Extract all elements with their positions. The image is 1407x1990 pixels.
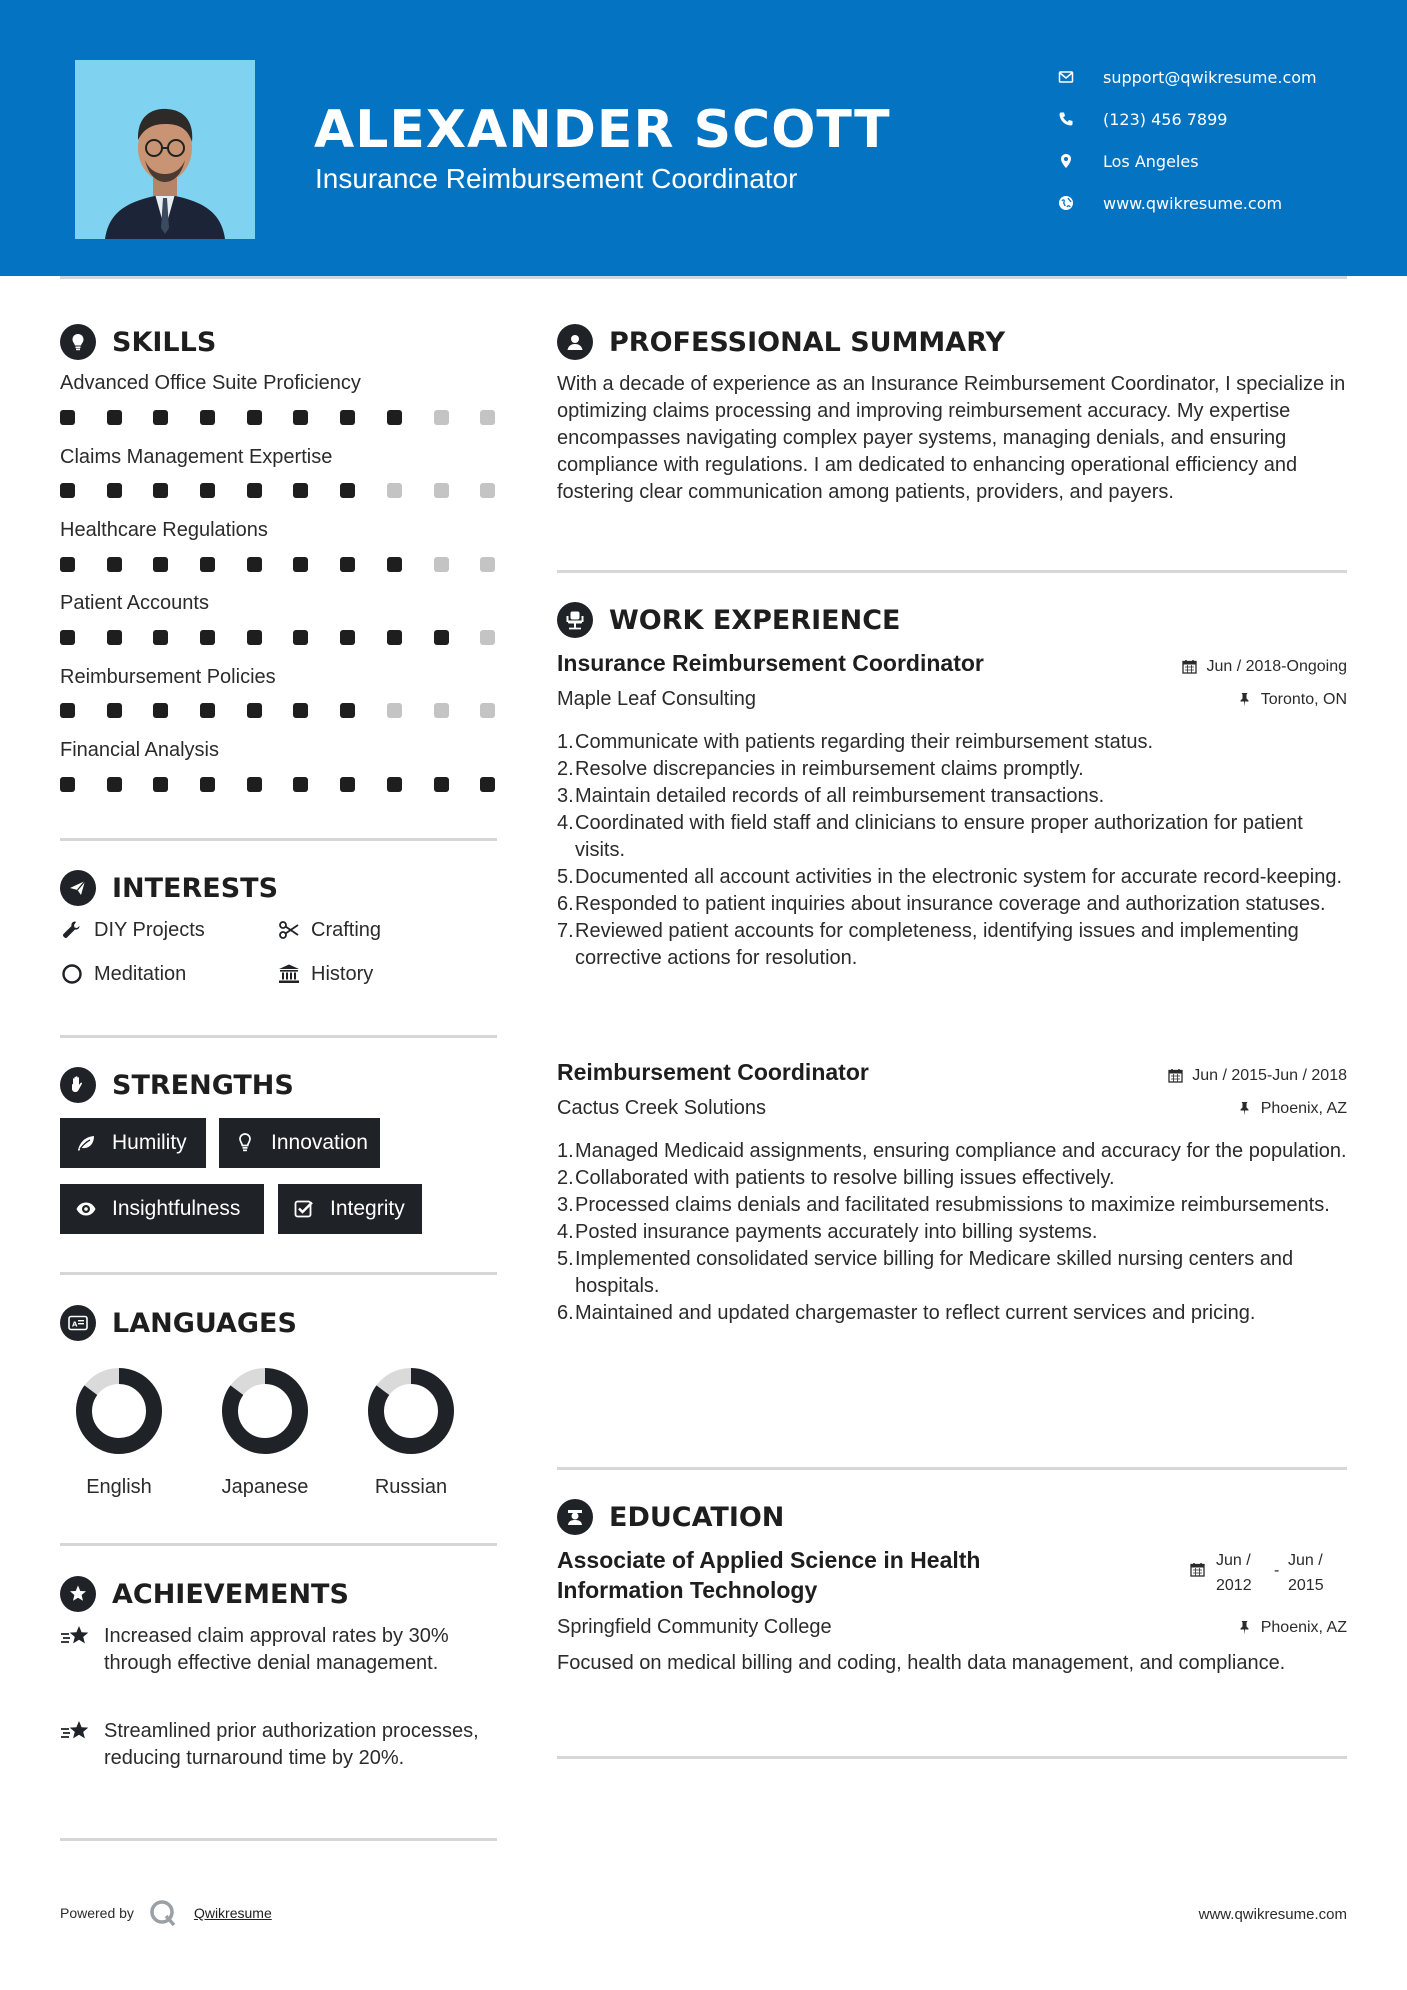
skill-dot: [387, 777, 402, 792]
languages-heading: [60, 1305, 297, 1341]
education-description: Focused on medical billing and coding, health data management, and compliance.: [557, 1652, 1286, 1674]
skill-dot: [200, 557, 215, 572]
duties-list: [557, 1138, 1347, 1327]
skill-dot: [200, 703, 215, 718]
contact-website[interactable]: [1055, 182, 1317, 224]
shooting-star-icon: [60, 1718, 92, 1746]
skill-dot: [480, 410, 495, 425]
language-card-icon: [60, 1305, 96, 1341]
strength-label: Innovation: [271, 1131, 368, 1154]
skill-dot: [340, 777, 355, 792]
section-divider: [60, 1272, 497, 1275]
skill-dot: [247, 557, 262, 572]
contact-email[interactable]: [1055, 56, 1317, 98]
achievement-item: [60, 1623, 500, 1677]
education-end-date: Jun / 2015: [1288, 1552, 1324, 1594]
language-item: [210, 1366, 320, 1499]
duty-item: 7. Reviewed patient accounts for completeness, identifying issues and implementing corrective actions for resolution.: [557, 920, 1299, 969]
paper-plane-icon: [60, 870, 96, 906]
office-chair-icon: [557, 602, 593, 638]
duty-item: 4. Posted insurance payments accurately into billing systems.: [557, 1221, 1098, 1243]
skills-heading-text: SKILLS: [112, 326, 217, 358]
company-name: Cactus Creek Solutions: [557, 1097, 766, 1119]
skill-name: Claims Management Expertise: [60, 446, 333, 468]
strength-tag: [278, 1184, 422, 1234]
user-circle-icon: [557, 324, 593, 360]
calendar-icon: [1182, 659, 1198, 675]
interest-label: Meditation: [94, 962, 187, 985]
contact-phone[interactable]: [1055, 98, 1317, 140]
skill-dot: [387, 703, 402, 718]
language-item: [64, 1366, 174, 1499]
skill-name: Patient Accounts: [60, 592, 209, 614]
skill-dot: [107, 557, 122, 572]
achievements-heading-text: ACHIEVEMENTS: [112, 1578, 349, 1610]
skill-dot: [107, 410, 122, 425]
job-location: [1237, 691, 1347, 709]
skill-name: Financial Analysis: [60, 739, 219, 761]
skill-dot: [434, 483, 449, 498]
interest-item: [60, 918, 205, 942]
skill-dot: [480, 703, 495, 718]
skill-dot: [480, 483, 495, 498]
skill-dot: [200, 410, 215, 425]
hand-icon: [60, 1067, 96, 1103]
strength-label: Insightfulness: [112, 1197, 241, 1220]
duties-list: [557, 729, 1347, 972]
envelope-icon: [1055, 68, 1077, 86]
language-item: [356, 1366, 466, 1499]
achievements-heading: [60, 1576, 349, 1612]
skill-dot: [200, 777, 215, 792]
education-location-text: Phoenix, AZ: [1260, 1619, 1347, 1636]
duty-item: 6. Maintained and updated chargemaster to reflect current services and pricing.: [557, 1302, 1256, 1324]
duty-item: 2. Resolve discrepancies in reimbursement claims promptly.: [557, 758, 1084, 780]
summary-heading-text: PROFESSIONAL SUMMARY: [609, 326, 1006, 358]
strength-tag: [219, 1118, 380, 1168]
skill-dot: [247, 703, 262, 718]
check-square-icon: [290, 1198, 318, 1220]
skill-dot: [107, 630, 122, 645]
skill-dot: [434, 557, 449, 572]
skill-dot: [60, 410, 75, 425]
interest-item: [277, 918, 381, 942]
contact-phone-text: (123) 456 7899: [1103, 109, 1228, 129]
skill-dot: [340, 630, 355, 645]
job-dates: [1182, 658, 1347, 676]
skill-dot: [340, 703, 355, 718]
pushpin-icon: [1237, 692, 1253, 708]
skill-dot: [480, 630, 495, 645]
skill-rating: [60, 703, 527, 718]
skill-dot: [434, 630, 449, 645]
degree-title: Associate of Applied Science in Health Information Technology: [557, 1547, 981, 1603]
interest-label: History: [311, 962, 374, 985]
job-dates-text: Jun / 2015-Jun / 2018: [1192, 1067, 1347, 1084]
skill-name: Healthcare Regulations: [60, 519, 268, 541]
shooting-star-icon: [60, 1623, 92, 1651]
interest-label: DIY Projects: [94, 918, 205, 941]
qwikresume-logo-icon: [148, 1898, 178, 1928]
skill-dot: [387, 483, 402, 498]
education-location: [1237, 1619, 1347, 1637]
education-dates: [1190, 1548, 1346, 1598]
skill-dot: [293, 630, 308, 645]
contact-list: [1055, 56, 1317, 224]
achievement-text: Increased claim approval rates by 30% through effective denial management.: [104, 1625, 449, 1674]
section-divider: [60, 1035, 497, 1038]
graduate-icon: [557, 1499, 593, 1535]
skill-dot: [153, 703, 168, 718]
duty-item: 1. Communicate with patients regarding their reimbursement status.: [557, 731, 1154, 753]
profile-photo: [75, 60, 255, 239]
duty-item: 3. Processed claims denials and facilitated resubmissions to maximize reimbursements.: [557, 1194, 1330, 1216]
wrench-icon: [60, 918, 84, 942]
candidate-title: Insurance Reimbursement Coordinator: [315, 163, 798, 194]
education-heading-text: EDUCATION: [609, 1501, 785, 1533]
skills-heading: [60, 324, 216, 360]
duty-item: 5. Implemented consolidated service billing for Medicare skilled nursing centers and hospitals.: [557, 1248, 1294, 1297]
section-divider: [60, 838, 497, 841]
skill-name: Reimbursement Policies: [60, 666, 276, 688]
skill-dot: [293, 777, 308, 792]
skill-dot: [293, 483, 308, 498]
skill-dot: [293, 410, 308, 425]
interest-label: Crafting: [311, 918, 382, 941]
lightbulb-icon: [231, 1132, 259, 1154]
skill-dot: [247, 777, 262, 792]
leaf-icon: [72, 1132, 100, 1154]
skill-dot: [60, 703, 75, 718]
duty-item: 5. Documented all account activities in the electronic system for accurate record-keeping.: [557, 866, 1343, 888]
lightbulb-icon: [60, 324, 96, 360]
languages-heading-text: LANGUAGES: [112, 1307, 297, 1339]
interests-heading: [60, 870, 278, 906]
skill-dot: [60, 483, 75, 498]
language-name: Japanese: [221, 1476, 309, 1498]
education-heading: [557, 1499, 784, 1535]
achievement-item: [60, 1718, 500, 1772]
job-location-text: Toronto, ON: [1260, 691, 1347, 708]
skill-dot: [434, 410, 449, 425]
pushpin-icon: [1237, 1101, 1253, 1117]
skill-dot: [247, 483, 262, 498]
skill-dot: [387, 557, 402, 572]
job-title: Insurance Reimbursement Coordinator: [557, 650, 984, 676]
eye-icon: [72, 1198, 100, 1220]
skill-dot: [340, 557, 355, 572]
powered-by-text: Powered by: [60, 1905, 134, 1921]
language-name: Russian: [374, 1476, 448, 1498]
school-name: Springfield Community College: [557, 1616, 832, 1638]
strength-label: Humility: [112, 1131, 187, 1154]
section-divider: [557, 1756, 1347, 1759]
circle-icon: [60, 962, 84, 986]
skill-dot: [480, 777, 495, 792]
skill-rating: [60, 777, 527, 792]
skill-dot: [107, 483, 122, 498]
job-title: Reimbursement Coordinator: [557, 1059, 869, 1085]
skill-dot: [153, 483, 168, 498]
pushpin-icon: [1237, 1620, 1253, 1636]
footer-website[interactable]: www.qwikresume.com: [1198, 1906, 1347, 1923]
skill-rating: [60, 630, 527, 645]
skill-dot: [340, 483, 355, 498]
skill-dot: [480, 557, 495, 572]
education-start-date: Jun / 2012: [1216, 1552, 1252, 1594]
candidate-name: ALEXANDER SCOTT: [314, 100, 891, 160]
duty-item: 2. Collaborated with patients to resolve billing issues effectively.: [557, 1167, 1115, 1189]
star-badge-icon: [60, 1576, 96, 1612]
skill-dot: [60, 557, 75, 572]
language-name: English: [86, 1476, 152, 1498]
skill-dot: [434, 777, 449, 792]
work-heading: [557, 602, 900, 638]
skill-rating: [60, 557, 527, 572]
skill-rating: [60, 483, 527, 498]
strengths-heading: [60, 1067, 294, 1103]
strengths-heading-text: STRENGTHS: [112, 1069, 294, 1101]
interest-item: [277, 962, 373, 986]
summary-text: With a decade of experience as an Insurance Reimbursement Coordinator, I specialize in optimizing claims processing and improving reimbursement accuracy. My expertise encompasses navigating complex payer systems, managing denials, and ensuring compliance with regulations. I am dedicated to enhancing operational efficiency and fostering clear communication among patients, providers, and payers.: [557, 373, 1346, 503]
duty-item: 3. Maintain detailed records of all reimbursement transactions.: [557, 785, 1105, 807]
skill-dot: [107, 703, 122, 718]
resume-header: [0, 0, 1407, 276]
bank-icon: [277, 962, 301, 986]
section-divider: [557, 570, 1347, 573]
skill-dot: [247, 410, 262, 425]
company-name: Maple Leaf Consulting: [557, 688, 757, 710]
phone-icon: [1055, 110, 1077, 128]
skill-dot: [60, 630, 75, 645]
skill-dot: [340, 410, 355, 425]
job-location-text: Phoenix, AZ: [1260, 1100, 1347, 1117]
skill-dot: [387, 630, 402, 645]
qwikresume-link[interactable]: Qwikresume: [193, 1905, 272, 1921]
job-location: [1237, 1100, 1347, 1118]
skill-name: Advanced Office Suite Proficiency: [60, 372, 361, 394]
job-dates: [1168, 1067, 1347, 1085]
interest-item: [60, 962, 186, 986]
language-level-ring: [220, 1366, 310, 1456]
person-portrait-icon: [75, 60, 255, 239]
interests-heading-text: INTERESTS: [112, 872, 279, 904]
contact-website-text: www.qwikresume.com: [1103, 193, 1283, 213]
duty-item: 1. Managed Medicaid assignments, ensuring compliance and accuracy for the population.: [557, 1140, 1347, 1162]
achievement-text: Streamlined prior authorization processes, reducing turnaround time by 20%.: [104, 1720, 479, 1769]
skill-dot: [247, 630, 262, 645]
strength-tag: [60, 1184, 264, 1234]
skill-dot: [153, 630, 168, 645]
job-dates-text: Jun / 2018-Ongoing: [1206, 658, 1347, 675]
work-heading-text: WORK EXPERIENCE: [609, 604, 901, 636]
section-divider: [60, 1543, 497, 1546]
calendar-icon: [1168, 1068, 1184, 1084]
skill-dot: [153, 777, 168, 792]
skill-dot: [200, 483, 215, 498]
skill-dot: [387, 410, 402, 425]
section-divider: [60, 1838, 497, 1841]
language-level-ring: [74, 1366, 164, 1456]
skill-rating: [60, 410, 527, 425]
skill-dot: [293, 703, 308, 718]
calendar-icon: [1190, 1562, 1206, 1578]
skill-dot: [293, 557, 308, 572]
duty-item: 4. Coordinated with field staff and clinicians to ensure proper authorization for patient visits.: [557, 812, 1303, 861]
summary-heading: [557, 324, 1005, 360]
language-level-ring: [366, 1366, 456, 1456]
skill-dot: [200, 630, 215, 645]
globe-icon: [1055, 194, 1077, 212]
skill-dot: [107, 777, 122, 792]
footer-powered-by: [60, 1898, 272, 1928]
skill-dot: [153, 410, 168, 425]
skill-dot: [60, 777, 75, 792]
skill-dot: [434, 703, 449, 718]
contact-email-text: support@qwikresume.com: [1103, 67, 1317, 87]
header-divider: [60, 276, 1347, 279]
duty-item: 6. Responded to patient inquiries about insurance coverage and authorization statuses.: [557, 893, 1326, 915]
education-date-dash: -: [1274, 1562, 1280, 1579]
svg-text:A: A: [72, 1320, 78, 1329]
skill-dot: [153, 557, 168, 572]
contact-location-text: Los Angeles: [1103, 151, 1199, 171]
scissors-icon: [277, 918, 301, 942]
strength-tag: [60, 1118, 206, 1168]
map-marker-icon: [1055, 152, 1077, 170]
section-divider: [557, 1467, 1347, 1470]
strength-label: Integrity: [330, 1197, 405, 1220]
contact-location: [1055, 140, 1317, 182]
